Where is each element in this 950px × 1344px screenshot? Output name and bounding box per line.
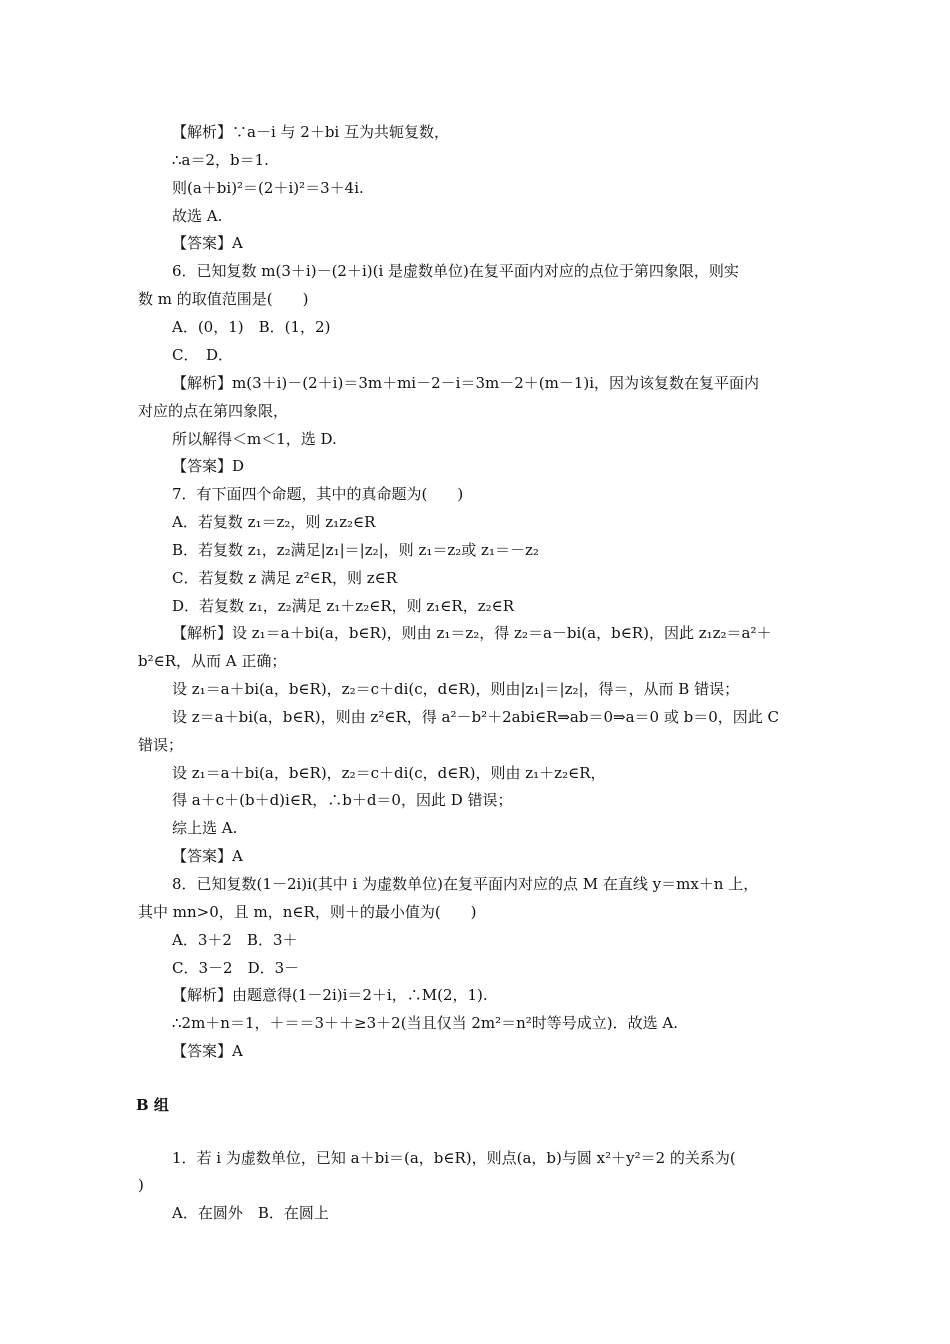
- question-7-option-c: C．若复数 z 满足 z²∈R，则 z∈R: [172, 569, 398, 587]
- question-6-options-ab: A．(0，1) B．(1，2): [172, 318, 331, 336]
- question-8-options-cd: C．3－2 D．3－: [172, 959, 300, 977]
- analysis-7-line-1: 【解析】设 z₁＝a＋bi(a，b∈R)，则由 z₁＝z₂，得 z₂＝a－bi(a，b∈R)，因此 z₁z₂＝a²＋: [172, 624, 772, 642]
- analysis-7-line-5: 错误；: [138, 736, 184, 754]
- question-8-line-2: 其中 mn>0，且 m，n∈R，则＋的最小值为( ): [138, 903, 477, 921]
- analysis-5-line-2: ∴a＝2，b＝1.: [172, 151, 269, 169]
- analysis-5-line-1: 【解析】∵a－i 与 2＋bi 互为共轭复数，: [172, 123, 449, 141]
- question-7-stem: 7．有下面四个命题，其中的真命题为( ): [172, 485, 464, 503]
- analysis-7-line-2: b²∈R，从而 A 正确；: [138, 652, 287, 670]
- question-8-options-ab: A．3＋2 B．3＋: [172, 931, 298, 949]
- question-7-option-b: B．若复数 z₁，z₂满足|z₁|＝|z₂|，则 z₁＝z₂或 z₁＝－z₂: [172, 541, 539, 559]
- question-8-line-1: 8．已知复数(1－2i)i(其中 i 为虚数单位)在复平面内对应的点 M 在直线 y＝mx＋n 上，: [172, 875, 759, 893]
- analysis-6-line-2: 对应的点在第四象限，: [138, 402, 289, 420]
- analysis-8-line-1: 【解析】由题意得(1－2i)i＝2＋i，∴M(2，1).: [172, 986, 488, 1004]
- question-6-line-2: 数 m 的取值范围是( ): [138, 290, 309, 308]
- analysis-7-line-4: 设 z＝a＋bi(a，b∈R)，则由 z²∈R，得 a²－b²＋2abi∈R⇒ab＝0⇒a＝0 或 b＝0，因此 C: [172, 708, 780, 726]
- analysis-7-line-7: 得 a＋c＋(b＋d)i∈R，∴b＋d＝0，因此 D 错误；: [172, 791, 513, 809]
- question-b1-line-1: 1．若 i 为虚数单位，已知 a＋bi＝(a，b∈R)，则点(a，b)与圆 x²＋y²＝2 的关系为(: [172, 1149, 736, 1167]
- question-b1-options-ab: A．在圆外 B．在圆上: [172, 1204, 329, 1222]
- analysis-6-line-1: 【解析】m(3＋i)－(2＋i)＝3m＋mi－2－i＝3m－2＋(m－1)i，因为该复数在复平面内: [172, 374, 760, 392]
- analysis-8-line-2: ∴2m＋n＝1，＋＝＝3＋＋≥3＋2(当且仅当 2m²＝n²时等号成立)．故选 A.: [172, 1014, 679, 1032]
- analysis-5-line-3: 则(a＋bi)²＝(2＋i)²＝3＋4i.: [172, 179, 364, 197]
- analysis-7-line-8: 综上选 A.: [172, 819, 238, 837]
- analysis-6-line-3: 所以解得＜m＜1，选 D.: [172, 430, 337, 448]
- answer-7: 【答案】A: [172, 847, 243, 865]
- section-heading-b: B 组: [136, 1096, 169, 1114]
- question-b1-line-2: ): [138, 1176, 144, 1194]
- question-6-options-cd: C． D．: [172, 346, 234, 364]
- answer-5: 【答案】A: [172, 234, 243, 252]
- question-7-option-a: A．若复数 z₁＝z₂，则 z₁z₂∈R: [172, 513, 376, 531]
- analysis-7-line-6: 设 z₁＝a＋bi(a，b∈R)，z₂＝c＋di(c，d∈R)，则由 z₁＋z₂∈R，: [172, 764, 606, 782]
- question-6-line-1: 6．已知复数 m(3＋i)－(2＋i)(i 是虚数单位)在复平面内对应的点位于第四象限，则实: [172, 262, 739, 280]
- answer-6: 【答案】D: [172, 457, 245, 475]
- question-7-option-d: D．若复数 z₁，z₂满足 z₁＋z₂∈R，则 z₁∈R，z₂∈R: [172, 597, 515, 615]
- analysis-5-line-4: 故选 A.: [172, 207, 223, 225]
- answer-8: 【答案】A: [172, 1042, 243, 1060]
- analysis-7-line-3: 设 z₁＝a＋bi(a，b∈R)，z₂＝c＋di(c，d∈R)，则由|z₁|＝|z₂|，得＝，从而 B 错误；: [172, 680, 740, 698]
